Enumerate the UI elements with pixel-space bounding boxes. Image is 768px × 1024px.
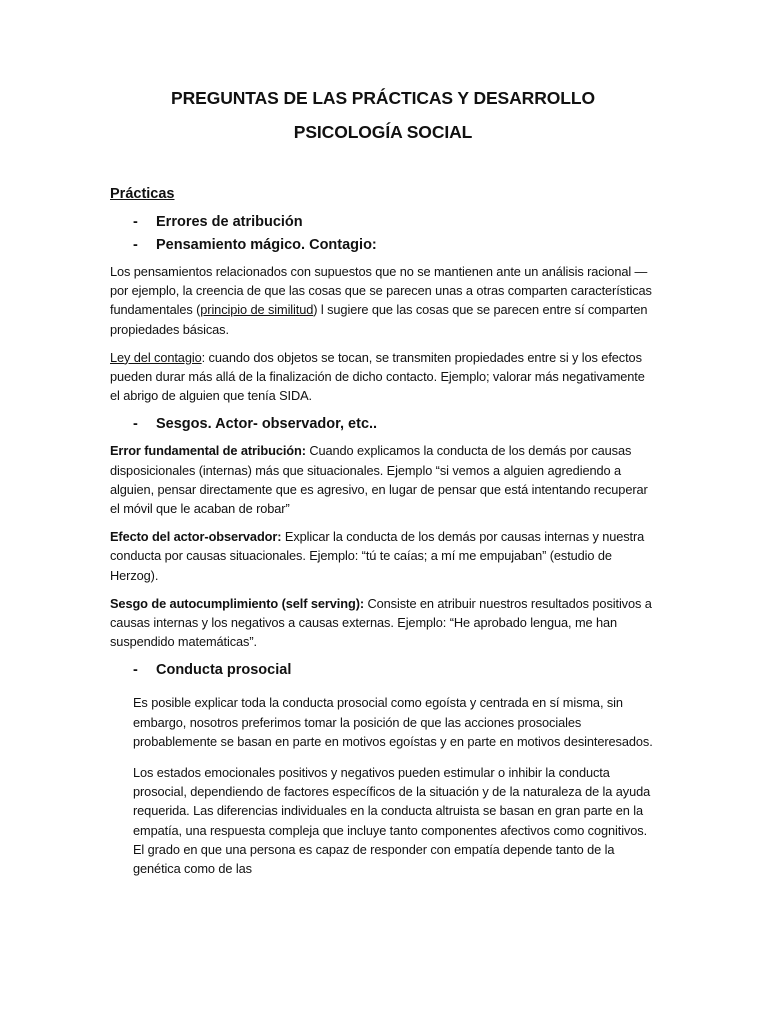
- document-body: [110, 86, 656, 878]
- paragraph-prosocial-1: Es posible explicar toda la conducta prosocial como egoísta y centrada en sí misma, sin embargo, nosotros preferimos tomar la posición de que las acciones prosociales probablemente se basan en parte en motivos egoístas y en parte en motivos desinteresados.: [133, 695, 653, 749]
- paragraph-actor-observador: [110, 527, 656, 585]
- bullet-label: Pensamiento mágico. Contagio:: [156, 237, 377, 253]
- paragraph-text: ) l sugiere que las cosas que se parecen entre sí comparten propiedades básicas.: [110, 302, 648, 337]
- paragraph-text: Cuando explicamos la conducta de los demás por causas disposicionales (internas) más que situacionales. Ejemplo “si vemos a alguien agrediendo a alguien, pensar directamente que es agresivo, en lugar de pensar que está intentando recuperar el móvil que le acaban de robar”: [110, 443, 648, 517]
- bullet-dash: -: [133, 237, 138, 253]
- bullet-label: Errores de atribución: [156, 214, 303, 230]
- paragraph-autocumplimiento: [110, 594, 656, 652]
- bullet-prosocial: [110, 660, 656, 681]
- document-subtitle: PSICOLOGÍA SOCIAL: [293, 122, 473, 142]
- bullet-dash: -: [133, 214, 138, 230]
- principio-similitud-term: principio de similitud: [200, 302, 314, 318]
- bullet-sesgos: [110, 414, 656, 435]
- actor-observador-term: Efecto del actor-observador:: [110, 529, 282, 545]
- paragraph-error-fundamental: [110, 441, 656, 518]
- document-title: PREGUNTAS DE LAS PRÁCTICAS Y DESARROLLO: [171, 88, 595, 108]
- bullet-label: Conducta prosocial: [156, 662, 292, 679]
- paragraph-contagio: [110, 348, 656, 406]
- section-heading-practicas: Prácticas: [110, 186, 175, 202]
- autocumplimiento-term: Sesgo de autocumplimiento (self serving):: [110, 595, 365, 611]
- paragraph-prosocial-2: Los estados emocionales positivos y negativos pueden estimular o inhibir la conducta prosocial, dependiendo de factores específicos de la situación y de la naturaleza de la ayuda requerida. Las diferencias individuales en la conducta altruista se basan en gran parte en la empatía, una respuesta compleja que incluye tanto componentes afectivos como cognitivos. El grado en que una persona es capaz de responder con empatía depende tanto de la genética como de las: [133, 765, 651, 877]
- bullet-dash: -: [133, 662, 138, 679]
- bullet-item: [110, 235, 656, 256]
- bullet-item: [110, 212, 656, 233]
- paragraph-text: : cuando dos objetos se tocan, se transmiten propiedades entre si y los efectos pueden durar más allá de la finalización de dicho contacto. Ejemplo; valorar más negativamente el abrigo de alguien que tenía SIDA.: [110, 349, 645, 404]
- bullet-dash: -: [133, 416, 138, 433]
- paragraph-text: Consiste en atribuir nuestros resultados positivos a causas internas y los negativos a causas externas. Ejemplo: “He aprobado lengua, me han suspendido matemáticas”.: [110, 595, 652, 650]
- paragraph-text: Explicar la conducta de los demás por causas internas y nuestra conducta por causas situacionales. Ejemplo: “tú te caías; a mí me empujaban” (estudio de Herzog).: [110, 529, 645, 583]
- error-fundamental-term: Error fundamental de atribución:: [110, 443, 306, 459]
- bullet-list-top: [110, 212, 656, 256]
- paragraph-pensamientos: [110, 262, 656, 339]
- paragraph-text: Los pensamientos relacionados con supuestos que no se mantienen ante un análisis racional —por ejemplo, la creencia de que las cosas que se parecen unas a otras comparten características fundamentales (: [110, 264, 652, 318]
- ley-contagio-term: Ley del contagio: [110, 349, 202, 365]
- bullet-label: Sesgos. Actor- observador, etc..: [156, 416, 378, 433]
